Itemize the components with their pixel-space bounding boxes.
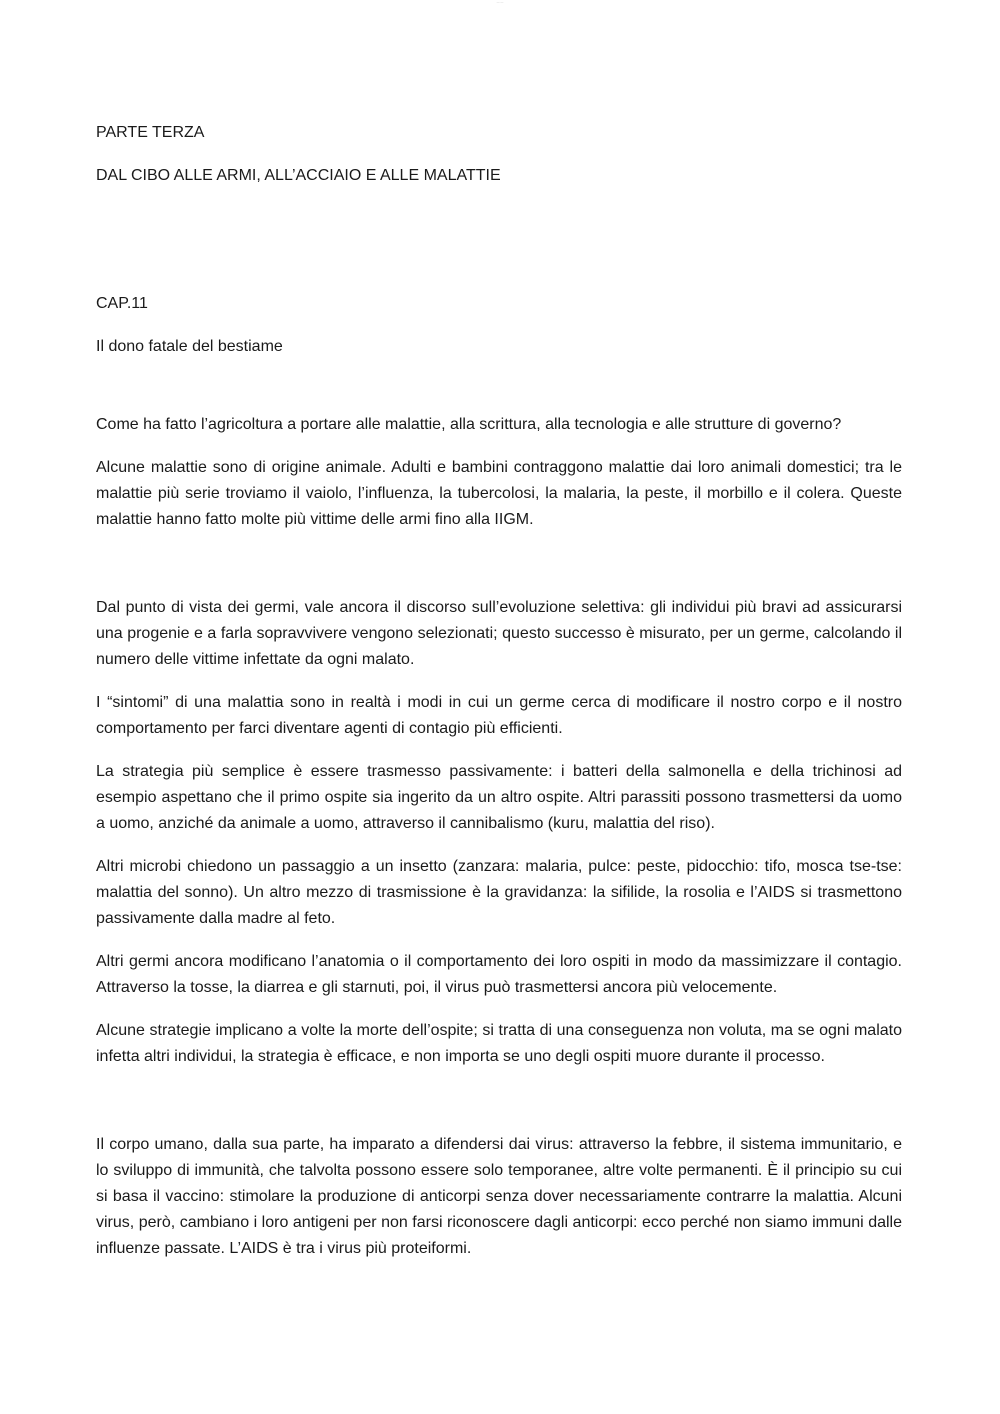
chapter-title: Il dono fatale del bestiame [96, 338, 283, 355]
header-mark: — — [496, 0, 504, 4]
paragraph-host-modification: Altri germi ancora modificano l’anatomia o il comportamento dei loro ospiti in modo da massimizzare il contagio. Attraverso la tosse, la diarrea e gli starnuti, poi, il virus può trasmettersi ancora più velocemente. [96, 953, 902, 996]
paragraph-intro-question: Come ha fatto l’agricoltura a portare alle malattie, alla scrittura, alla tecnologia e alle strutture di governo? [96, 416, 842, 433]
document-body [96, 120, 902, 1262]
part-title: DAL CIBO ALLE ARMI, ALL’ACCIAIO E ALLE MALATTIE [96, 167, 501, 184]
paragraph-host-death: Alcune strategie implicano a volte la morte dell’ospite; si tratta di una conseguenza non voluta, ma se ogni malato infetta altri individui, la strategia è efficace, e non importa se uno degli ospiti muore durante il processo. [96, 1022, 902, 1065]
paragraph-insect-vectors: Altri microbi chiedono un passaggio a un insetto (zanzara: malaria, pulce: peste, pidocchio: tifo, mosca tse-tse: malattia del sonno). Un altro mezzo di trasmissione è la gravidanza: la sifilide, la rosolia e l’AIDS si trasmettono passivamente dalla madre al feto. [96, 858, 902, 927]
paragraph-symptoms: I “sintomi” di una malattia sono in realtà i modi in cui un germe cerca di modificare il nostro corpo e il nostro comportamento per farci diventare agenti di contagio più efficienti. [96, 694, 902, 737]
paragraph-animal-diseases: Alcune malattie sono di origine animale. Adulti e bambini contraggono malattie dai loro animali domestici; tra le malattie più serie troviamo il vaiolo, l’influenza, la tubercolosi, la malaria, la peste, il morbillo e il colera. Queste malattie hanno fatto molte più vittime delle armi fino alla IIGM. [96, 459, 902, 528]
chapter-number: CAP.11 [96, 295, 148, 312]
paragraph-immune-defense: Il corpo umano, dalla sua parte, ha imparato a difendersi dai virus: attraverso la febbre, il sistema immunitario, e lo sviluppo di immunità, che talvolta possono essere solo temporanee, altre volte permanenti. È il principio su cui si basa il vaccino: stimolare la produzione di anticorpi senza dover necessariamente contrarre la malattia. Alcuni virus, però, cambiano i loro antigeni per non farsi riconoscere dagli anticorpi: ecco perché non siamo immuni dalle influenze passate. L’AIDS è tra i virus più proteiformi. [96, 1136, 902, 1257]
paragraph-passive-transmission: La strategia più semplice è essere trasmesso passivamente: i batteri della salmonella e della trichinosi ad esempio aspettano che il primo ospite sia ingerito da un altro ospite. Altri parassiti possono trasmettersi da uomo a uomo, anziché da animale a uomo, attraverso il cannibalismo (kuru, malattia del riso). [96, 763, 902, 832]
part-label: PARTE TERZA [96, 124, 205, 141]
paragraph-germ-evolution: Dal punto di vista dei germi, vale ancora il discorso sull’evoluzione selettiva: gli individui più bravi ad assicurarsi una progenie e a farla sopravvivere vengono selezionati; questo successo è misurato, per un germe, calcolando il numero delle vittime infettate da ogni malato. [96, 599, 902, 668]
